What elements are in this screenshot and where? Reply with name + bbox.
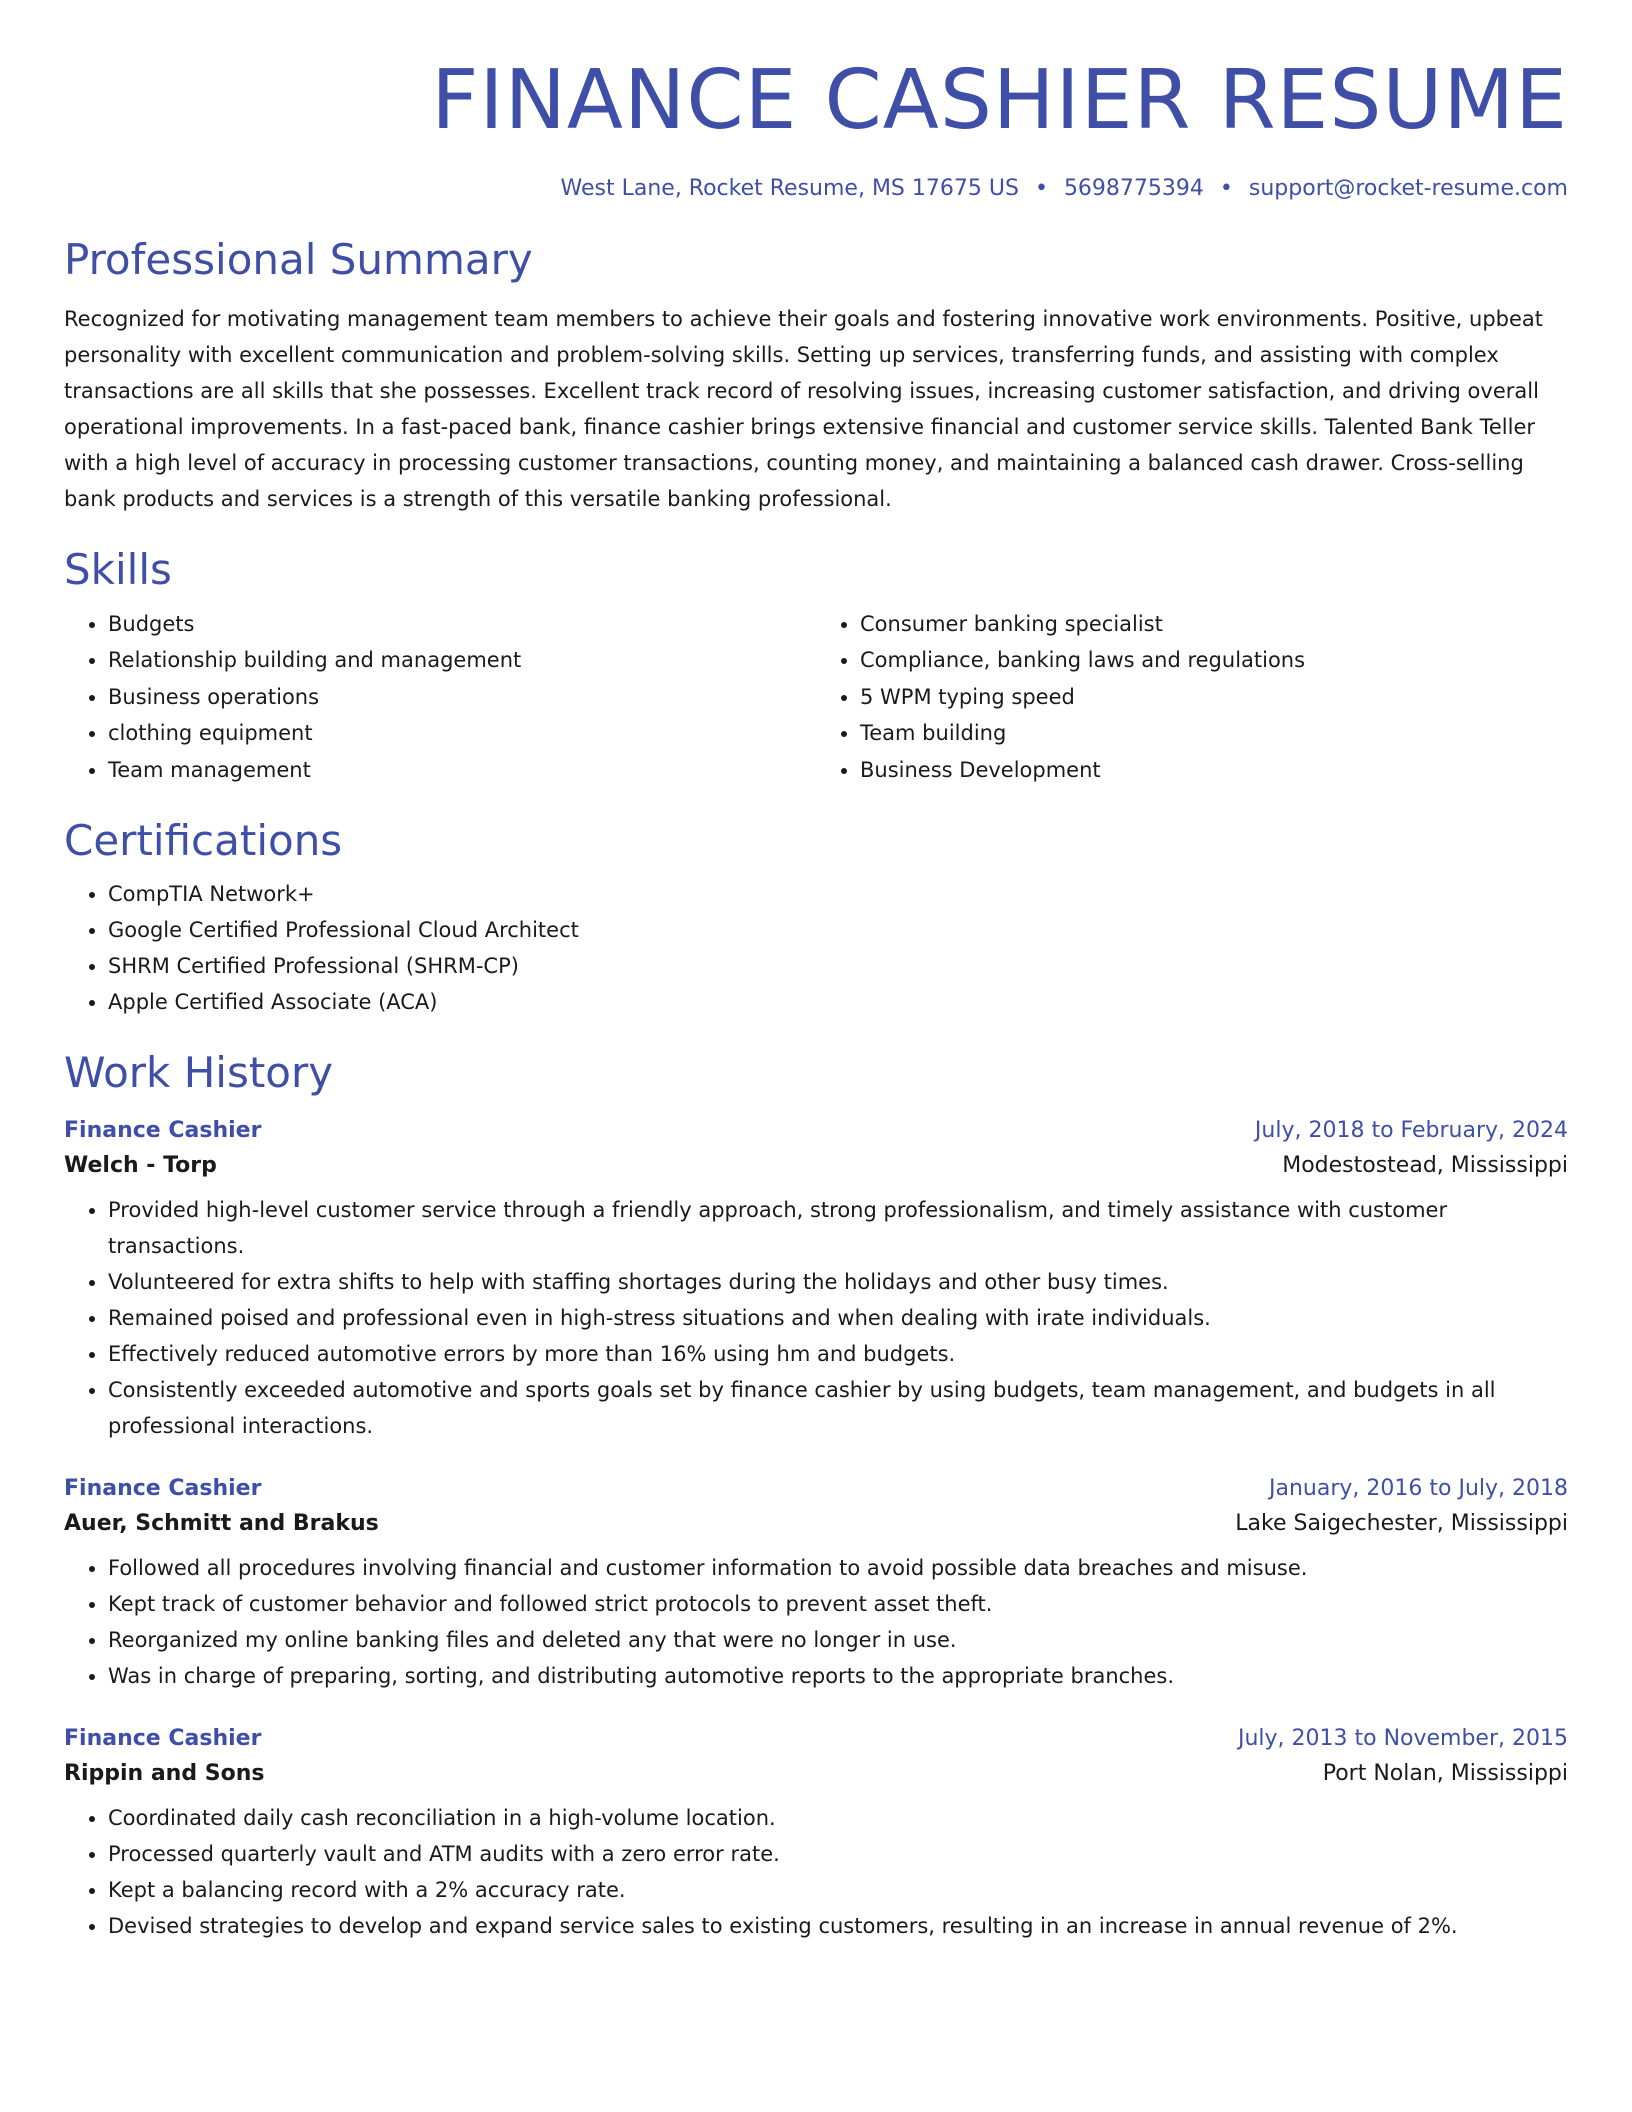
job-dates: July, 2018 to February, 2024 <box>1254 1118 1568 1144</box>
skill-item: • 5 WPM typing speed <box>860 679 1568 716</box>
job-bullet: • Coordinated daily cash reconciliation in a high-volume location. <box>108 1800 1568 1836</box>
contact-separator: • <box>1219 176 1233 202</box>
job-company: Auer, Schmitt and Brakus <box>64 1511 379 1537</box>
job-header <box>64 1118 1568 1143</box>
job-bullets <box>64 1800 1568 1944</box>
certifications-heading: Certifications <box>64 816 343 866</box>
job-header <box>64 1726 1568 1751</box>
certifications-section <box>64 818 1568 1020</box>
job-location: Modestostead, Mississippi <box>1282 1153 1568 1179</box>
job-bullet: • Provided high-level customer service through a friendly approach, strong professionalism, and timely assistance with customer transactions. <box>108 1192 1568 1264</box>
job-bullet: • Remained poised and professional even in high-stress situations and when dealing with irate individuals. <box>108 1300 1568 1336</box>
job-company: Rippin and Sons <box>64 1761 265 1787</box>
job-entry <box>64 1118 1568 1444</box>
skill-item: • clothing equipment <box>108 715 816 752</box>
contact-email: support@rocket-resume.com <box>1248 176 1568 202</box>
summary-heading: Professional Summary <box>64 235 533 285</box>
certification-item: • CompTIA Network+ <box>108 876 1568 912</box>
job-bullet: • Kept track of customer behavior and followed strict protocols to prevent asset theft. <box>108 1586 1568 1622</box>
work-history-section <box>64 1050 1568 1944</box>
job-bullet: • Reorganized my online banking files and deleted any that were no longer in use. <box>108 1622 1568 1658</box>
summary-section <box>64 237 1568 517</box>
certification-item: • SHRM Certified Professional (SHRM-CP) <box>108 948 1568 984</box>
skills-heading: Skills <box>64 545 172 595</box>
job-dates: January, 2016 to July, 2018 <box>1269 1476 1568 1502</box>
certification-item: • Google Certified Professional Cloud Architect <box>108 912 1568 948</box>
job-title: Finance Cashier <box>64 1476 262 1502</box>
certification-item: • Apple Certified Associate (ACA) <box>108 984 1568 1020</box>
job-subheader <box>64 1511 1568 1536</box>
job-bullet: • Followed all procedures involving financial and customer information to avoid possible data breaches and misuse. <box>108 1550 1568 1586</box>
skill-item: • Business Development <box>860 752 1568 789</box>
summary-text: Recognized for motivating management team members to achieve their goals and fostering innovative work environments. Positive, upbeat personality with excellent communication and problem-solving skills. Setting up services, transferring funds, and assisting with complex transactions are all skills that she possesses. Excellent track record of resolving issues, increasing customer satisfaction, and driving overall operational improvements. In a fast-paced bank, finance cashier brings extensive financial and customer service skills. Talented Bank Teller with a high level of accuracy in processing customer transactions, counting money, and maintaining a balanced cash drawer. Cross-selling bank products and services is a strength of this versatile banking professional. <box>64 307 1544 512</box>
job-location: Port Nolan, Mississippi <box>1322 1761 1568 1787</box>
skills-section <box>64 547 1568 788</box>
job-bullet: • Effectively reduced automotive errors by more than 16% using hm and budgets. <box>108 1336 1568 1372</box>
contact-phone: 5698775394 <box>1063 176 1204 202</box>
job-header <box>64 1476 1568 1501</box>
job-entry <box>64 1726 1568 1944</box>
resume-title: FINANCE CASHIER RESUME <box>431 53 1568 148</box>
job-subheader <box>64 1153 1568 1178</box>
certifications-list <box>64 876 1568 1020</box>
skill-item: • Relationship building and management <box>108 642 816 679</box>
skills-list-left <box>64 606 816 789</box>
skill-item: • Team building <box>860 715 1568 752</box>
skills-grid <box>64 606 1568 789</box>
job-bullet: • Kept a balancing record with a 2% accuracy rate. <box>108 1872 1568 1908</box>
work-history-heading: Work History <box>64 1048 334 1098</box>
contact-separator: • <box>1034 176 1048 202</box>
job-bullet: • Consistently exceeded automotive and sports goals set by finance cashier by using budgets, team management, and budgets in all professional interactions. <box>108 1372 1568 1444</box>
job-bullet: • Was in charge of preparing, sorting, and distributing automotive reports to the appropriate branches. <box>108 1658 1568 1694</box>
job-title: Finance Cashier <box>64 1726 262 1752</box>
job-bullets <box>64 1550 1568 1694</box>
skill-item: • Team management <box>108 752 816 789</box>
contact-line <box>64 176 1568 201</box>
skill-item: • Budgets <box>108 606 816 643</box>
skill-item: • Business operations <box>108 679 816 716</box>
job-dates: July, 2013 to November, 2015 <box>1237 1726 1568 1752</box>
job-entry <box>64 1476 1568 1694</box>
skill-item: • Consumer banking specialist <box>860 606 1568 643</box>
job-bullets <box>64 1192 1568 1444</box>
job-company: Welch - Torp <box>64 1153 217 1179</box>
job-bullet: • Processed quarterly vault and ATM audits with a zero error rate. <box>108 1836 1568 1872</box>
job-location: Lake Saigechester, Mississippi <box>1235 1511 1568 1537</box>
skill-item: • Compliance, banking laws and regulations <box>860 642 1568 679</box>
skills-list-right <box>816 606 1568 789</box>
job-subheader <box>64 1761 1568 1786</box>
job-bullet: • Devised strategies to develop and expand service sales to existing customers, resulting in an increase in annual revenue of 2%. <box>108 1908 1568 1944</box>
contact-address: West Lane, Rocket Resume, MS 17675 US <box>560 176 1019 202</box>
job-title: Finance Cashier <box>64 1118 262 1144</box>
job-bullet: • Volunteered for extra shifts to help with staffing shortages during the holidays and other busy times. <box>108 1264 1568 1300</box>
